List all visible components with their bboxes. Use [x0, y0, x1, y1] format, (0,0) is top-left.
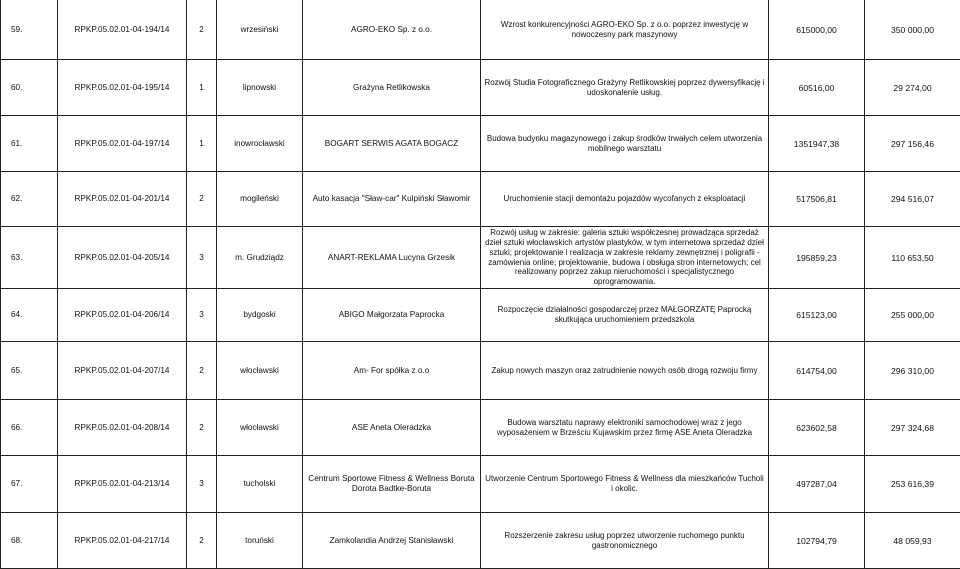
- count-cell: 2: [187, 0, 217, 60]
- project-code: RPKP.05.02.01-04-194/14: [58, 0, 187, 60]
- total-value-cell: 102794,79: [769, 513, 865, 569]
- grant-value-cell: 253 616,39: [865, 456, 960, 513]
- grant-value-cell: 48 059,93: [865, 513, 960, 569]
- table-row: [1, 400, 960, 456]
- county-cell: bydgoski: [217, 289, 303, 342]
- count-cell: 1: [187, 60, 217, 116]
- beneficiary-cell: Centrum Sportowe Fitness & Wellness Boruta Dorota Badtke-Boruta: [303, 456, 481, 513]
- table-row: [1, 227, 960, 289]
- count-cell: 3: [187, 227, 217, 289]
- county-cell: włocławski: [217, 342, 303, 400]
- total-value-cell: 195859,23: [769, 227, 865, 289]
- total-value-cell: 615000,00: [769, 0, 865, 60]
- row-number: 63.: [1, 227, 58, 289]
- county-cell: m. Grudziądz: [217, 227, 303, 289]
- county-cell: toruński: [217, 513, 303, 569]
- row-number: 60.: [1, 60, 58, 116]
- row-number: 64.: [1, 289, 58, 342]
- table-row: [1, 0, 960, 60]
- county-cell: tucholski: [217, 456, 303, 513]
- table-row: [1, 289, 960, 342]
- county-cell: lipnowski: [217, 60, 303, 116]
- total-value-cell: 60516,00: [769, 60, 865, 116]
- project-code: RPKP.05.02.01-04-197/14: [58, 116, 187, 172]
- grant-value-cell: 297 156,46: [865, 116, 960, 172]
- table-row: [1, 456, 960, 513]
- project-title-cell: Utworzenie Centrum Sportowego Fitness & Wellness dla mieszkańców Tucholi i okolic.: [481, 456, 769, 513]
- count-cell: 3: [187, 456, 217, 513]
- table-row: [1, 116, 960, 172]
- beneficiary-cell: BOGART SERWIS AGATA BOGACZ: [303, 116, 481, 172]
- beneficiary-cell: ASE Aneta Oleradzka: [303, 400, 481, 456]
- grant-value-cell: 297 324,68: [865, 400, 960, 456]
- county-cell: włocławski: [217, 400, 303, 456]
- total-value-cell: 623602,58: [769, 400, 865, 456]
- total-value-cell: 497287,04: [769, 456, 865, 513]
- project-code: RPKP.05.02.01-04-206/14: [58, 289, 187, 342]
- beneficiary-cell: ABIGO Małgorzata Paprocka: [303, 289, 481, 342]
- row-number: 65.: [1, 342, 58, 400]
- table-row: [1, 513, 960, 569]
- row-number: 61.: [1, 116, 58, 172]
- county-cell: mogileński: [217, 172, 303, 227]
- project-code: RPKP.05.02.01-04-205/14: [58, 227, 187, 289]
- count-cell: 2: [187, 342, 217, 400]
- row-number: 66.: [1, 400, 58, 456]
- grant-value-cell: 294 516,07: [865, 172, 960, 227]
- grant-value-cell: 110 653,50: [865, 227, 960, 289]
- project-title-cell: Budowa budynku magazynowego i zakup środków trwałych celem utworzenia mobilnego warsztatu: [481, 116, 769, 172]
- total-value-cell: 615123,00: [769, 289, 865, 342]
- row-number: 62.: [1, 172, 58, 227]
- grant-value-cell: 255 000,00: [865, 289, 960, 342]
- county-cell: wrzesiński: [217, 0, 303, 60]
- table-row: [1, 172, 960, 227]
- project-title-cell: Wzrost konkurencyjności AGRO-EKO Sp. z o.o. poprzez inwestycję w nowoczesny park maszynowy: [481, 0, 769, 60]
- count-cell: 1: [187, 116, 217, 172]
- project-code: RPKP.05.02.01-04-213/14: [58, 456, 187, 513]
- grant-value-cell: 350 000,00: [865, 0, 960, 60]
- beneficiary-cell: Grażyna Retlikowska: [303, 60, 481, 116]
- grant-value-cell: 29 274,00: [865, 60, 960, 116]
- beneficiary-cell: Zamkolandia Andrzej Stanisławski: [303, 513, 481, 569]
- beneficiary-cell: Am- For spółka z o.o: [303, 342, 481, 400]
- beneficiary-cell: Auto kasacja "Sław-car" Kulpiński Sławomir: [303, 172, 481, 227]
- count-cell: 3: [187, 289, 217, 342]
- project-code: RPKP.05.02.01-04-207/14: [58, 342, 187, 400]
- row-number: 67.: [1, 456, 58, 513]
- row-number: 59.: [1, 0, 58, 60]
- total-value-cell: 517506,81: [769, 172, 865, 227]
- project-code: RPKP.05.02.01-04-195/14: [58, 60, 187, 116]
- project-title-cell: Rozpoczęcie działalności gospodarczej przez MAŁGORZATĘ Paprocką skutkująca uruchomieniem przedszkola: [481, 289, 769, 342]
- grant-value-cell: 296 310,00: [865, 342, 960, 400]
- project-title-cell: Uruchomienie stacji demontażu pojazdów wycofanych z eksploatacji: [481, 172, 769, 227]
- project-code: RPKP.05.02.01-04-217/14: [58, 513, 187, 569]
- beneficiary-cell: AGRO-EKO Sp. z o.o.: [303, 0, 481, 60]
- project-title-cell: Budowa warsztatu naprawy elektroniki samochodowej wraz z jego wyposażeniem w Brześciu Kujawskim przez firmę ASE Aneta Oleradzka: [481, 400, 769, 456]
- total-value-cell: 614754,00: [769, 342, 865, 400]
- project-code: RPKP.05.02.01-04-201/14: [58, 172, 187, 227]
- project-title-cell: Rozwój usług w zakresie: galeria sztuki współczesnej prowadząca sprzedaż dzieł sztuki włocławskich artystów plastyków, w tym internetowa sprzedaż dzieł sztuki; projektowanie i realizacja w zakresie reklamy zewnętrznej i poligrafii - zamówienia online; projektowanie, budowa i obsługa stron internetowych; cel realizowany poprzez zakup nieruchomości i specjalistycznego oprogramowania.: [481, 227, 769, 289]
- count-cell: 2: [187, 513, 217, 569]
- county-cell: inowrocławski: [217, 116, 303, 172]
- project-title-cell: Rozszerzenie zakresu usług poprzez utworzenie ruchomego punktu gastronomicznego: [481, 513, 769, 569]
- count-cell: 2: [187, 400, 217, 456]
- beneficiary-cell: ANART-REKLAMA Lucyna Grzesik: [303, 227, 481, 289]
- count-cell: 2: [187, 172, 217, 227]
- row-number: 68.: [1, 513, 58, 569]
- project-title-cell: Zakup nowych maszyn oraz zatrudnienie nowych osób drogą rozwoju firmy: [481, 342, 769, 400]
- total-value-cell: 1351947,38: [769, 116, 865, 172]
- table-row: [1, 60, 960, 116]
- project-title-cell: Rozwój Studia Fotograficznego Grażyny Retlikowskiej poprzez dywersyfikację i udoskonalenie usług.: [481, 60, 769, 116]
- table-row: [1, 342, 960, 400]
- project-code: RPKP.05.02.01-04-208/14: [58, 400, 187, 456]
